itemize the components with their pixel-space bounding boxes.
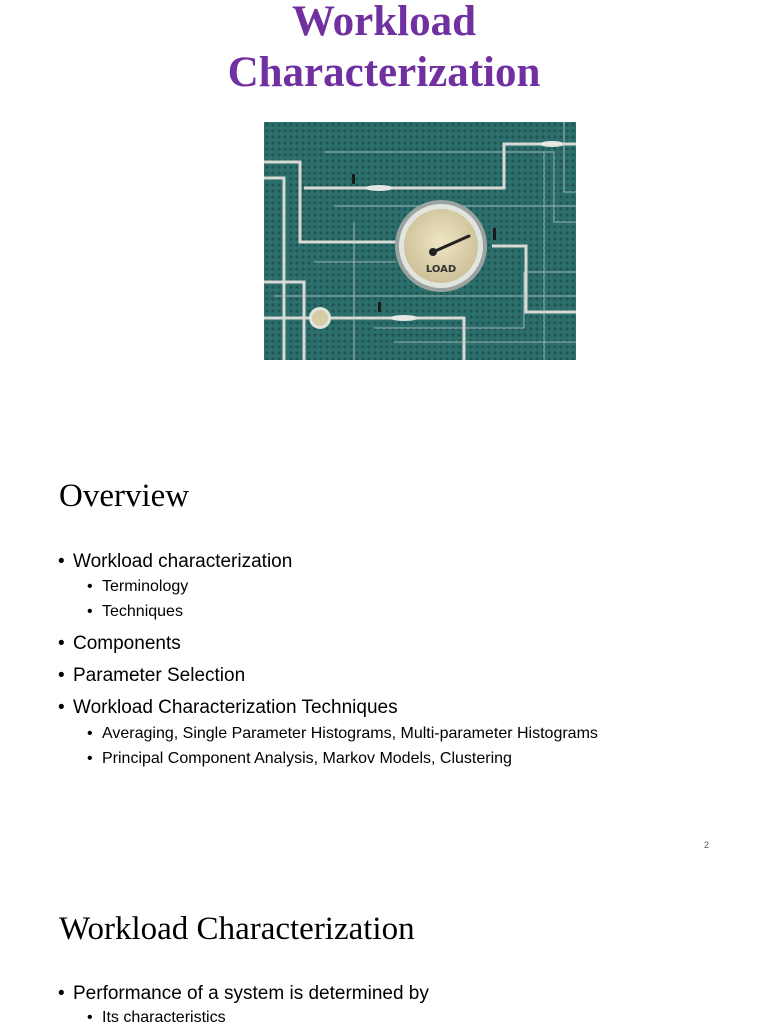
sub-bullet-terminology: • Terminology: [87, 578, 189, 595]
pipe-joint: [390, 315, 418, 321]
bullet-parameter-selection: • Parameter Selection: [58, 665, 246, 686]
pipe-joint: [540, 141, 564, 147]
sub-bullet-pca: • Principal Component Analysis, Markov Models, Clustering: [87, 750, 512, 767]
bullet-workload-characterization: • Workload characterization: [58, 551, 293, 572]
sub-bullet-its-characteristics: • Its characteristics: [87, 1009, 226, 1026]
gauge-label: LOAD: [425, 264, 457, 275]
bullet-characterization-techniques: • Workload Characterization Techniques: [58, 697, 398, 718]
bullet-components: • Components: [58, 633, 181, 654]
sub-bullet-averaging: • Averaging, Single Parameter Histograms, Multi-parameter Histograms: [87, 725, 598, 742]
load-gauge-image: [264, 122, 576, 360]
slide-title-line1: Workload: [292, 0, 476, 45]
workload-characterization-title: Workload Characterization: [59, 911, 415, 947]
bullet-performance: • Performance of a system is determined by: [58, 983, 429, 1004]
page-number: 2: [704, 840, 710, 850]
small-gauge: [309, 307, 331, 329]
overview-title: Overview: [59, 478, 190, 514]
gauge: [395, 200, 487, 292]
pipe-joint: [365, 185, 393, 191]
sub-bullet-techniques: • Techniques: [87, 603, 183, 620]
slide-title-line2: Characterization: [227, 49, 541, 96]
